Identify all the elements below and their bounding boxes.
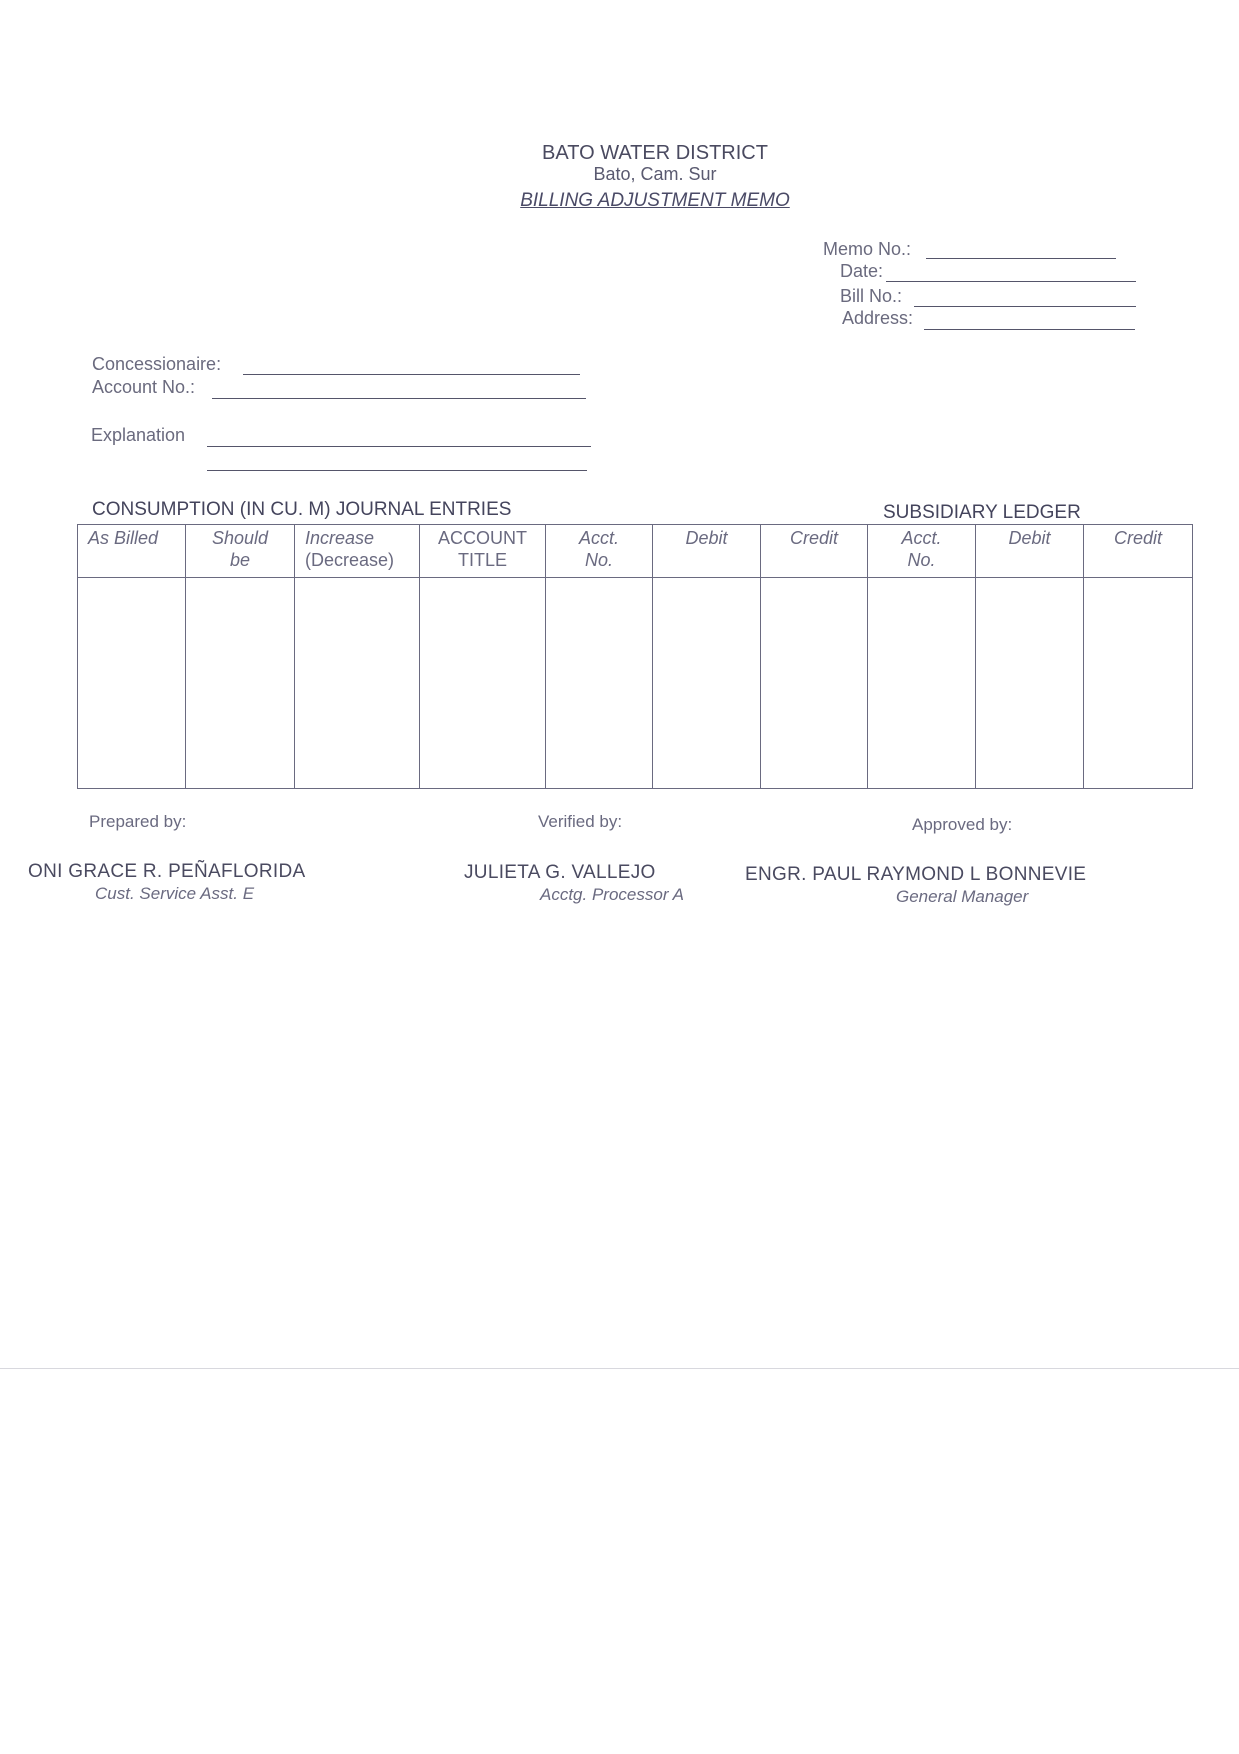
paper-fold-line [0, 1368, 1239, 1369]
explanation-field-line-1[interactable] [207, 446, 591, 447]
table-row [78, 578, 1193, 789]
col-account-title: ACCOUNT TITLE [420, 525, 546, 578]
col-journal-debit: Debit [653, 525, 761, 578]
bill-no-field[interactable] [914, 306, 1136, 307]
concessionaire-label: Concessionaire: [92, 354, 222, 374]
address-field[interactable] [924, 329, 1135, 330]
consumption-journal-heading: CONSUMPTION (IN CU. M) JOURNAL ENTRIES [92, 499, 512, 520]
approved-by-label: Approved by: [912, 815, 1013, 834]
document-title: BILLING ADJUSTMENT MEMO [520, 190, 790, 211]
col-journal-credit: Credit [761, 525, 868, 578]
cell-account-title[interactable] [420, 578, 546, 789]
table-header-row [78, 525, 1193, 578]
verified-by-label: Verified by: [538, 812, 623, 831]
col-ledger-acct-no: Acct. No. [868, 525, 976, 578]
col-increase-decrease: Increase (Decrease) [295, 525, 420, 578]
cell-journal-credit[interactable] [761, 578, 868, 789]
address-label: Address: [842, 308, 914, 328]
prepared-by-name: ONI GRACE R. PEÑAFLORIDA [28, 861, 306, 882]
cell-ledger-acct-no[interactable] [868, 578, 976, 789]
cell-journal-debit[interactable] [653, 578, 761, 789]
approved-by-title: General Manager [896, 887, 1029, 906]
explanation-field-line-2[interactable] [207, 470, 587, 471]
date-label: Date: [840, 261, 884, 281]
bill-no-label: Bill No.: [840, 286, 903, 306]
approved-by-name: ENGR. PAUL RAYMOND L BONNEVIE [745, 864, 1087, 885]
cell-ledger-credit[interactable] [1084, 578, 1193, 789]
cell-should-be[interactable] [186, 578, 295, 789]
subsidiary-ledger-heading: SUBSIDIARY LEDGER [883, 502, 1081, 523]
account-no-field[interactable] [212, 398, 586, 399]
col-ledger-debit: Debit [976, 525, 1084, 578]
memo-no-label: Memo No.: [823, 239, 912, 259]
prepared-by-label: Prepared by: [89, 812, 187, 831]
account-no-label: Account No.: [92, 377, 196, 397]
district-location: Bato, Cam. Sur [593, 164, 717, 184]
explanation-label: Explanation [91, 425, 186, 445]
date-field[interactable] [886, 281, 1136, 282]
cell-ledger-debit[interactable] [976, 578, 1084, 789]
verified-by-name: JULIETA G. VALLEJO [464, 862, 656, 883]
district-name: BATO WATER DISTRICT [542, 142, 768, 164]
cell-increase-decrease[interactable] [295, 578, 420, 789]
verified-by-title: Acctg. Processor A [540, 885, 684, 904]
adjustment-table [77, 524, 1193, 789]
cell-journal-acct-no[interactable] [546, 578, 653, 789]
col-as-billed: As Billed [78, 525, 186, 578]
memo-no-field[interactable] [926, 258, 1116, 259]
cell-as-billed[interactable] [78, 578, 186, 789]
col-should-be: Should be [186, 525, 295, 578]
prepared-by-title: Cust. Service Asst. E [95, 884, 255, 903]
col-ledger-credit: Credit [1084, 525, 1193, 578]
concessionaire-field[interactable] [243, 374, 580, 375]
col-journal-acct-no: Acct. No. [546, 525, 653, 578]
